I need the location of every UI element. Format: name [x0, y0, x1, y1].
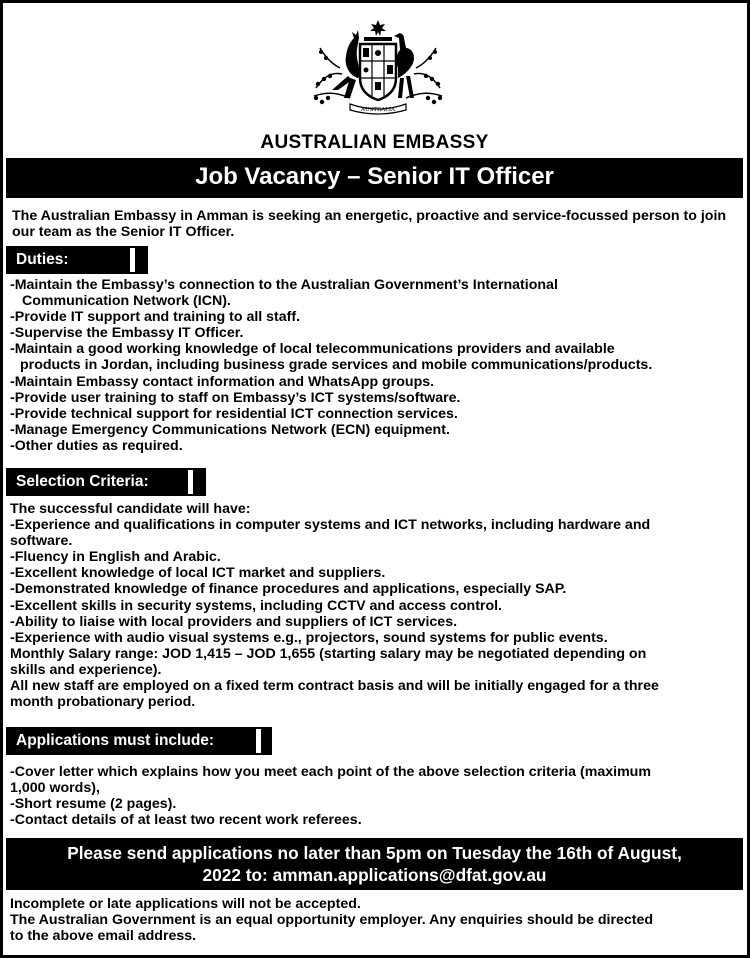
- applications-label-text: Applications must include:: [16, 732, 215, 749]
- intro-text: The Australian Embassy in Amman is seeking an energetic, proactive and service-focussed person to join our team as the Senior IT Officer.: [12, 208, 727, 241]
- duties-list: [10, 277, 740, 454]
- list-item: -Excellent skills in security systems, including CCTV and access control.: [10, 597, 503, 614]
- duties-label-text: Duties:: [16, 251, 69, 268]
- applications-list: [10, 764, 742, 828]
- list-item: products in Jordan, including business grade services and mobile communications/products.: [20, 357, 653, 374]
- list-item: -Provide IT support and training to all staff.: [10, 309, 301, 326]
- selection-label-text: Selection Criteria:: [16, 473, 149, 490]
- selection-box: [6, 498, 743, 724]
- duties-box: [6, 274, 743, 464]
- deadline-banner: [6, 838, 743, 890]
- job-title: Job Vacancy – Senior IT Officer: [6, 158, 743, 198]
- selection-label: [6, 468, 204, 496]
- duties-label: [6, 246, 146, 274]
- footer-box: [6, 893, 743, 951]
- intro-box: [6, 204, 743, 248]
- list-item: -Ability to liaise with local providers and suppliers of ICT services.: [10, 613, 458, 630]
- list-item: -Maintain Embassy contact information and WhatsApp groups.: [10, 373, 435, 390]
- list-item: The Australian Government is an equal opportunity employer. Any enquiries should be directed: [10, 912, 654, 929]
- list-item: -Provide technical support for residential ICT connection services.: [10, 405, 458, 422]
- list-item: -Contact details of at least two recent work referees.: [10, 812, 362, 829]
- selection-list: [10, 501, 742, 710]
- footer-list: [10, 896, 742, 944]
- list-item: -Provide user training to staff on Embassy’s ICT systems/software.: [10, 389, 461, 406]
- list-item: -Fluency in English and Arabic.: [10, 549, 221, 566]
- list-item: Communication Network (ICN).: [22, 293, 231, 310]
- list-item: -Maintain the Embassy’s connection to the Australian Government’s International: [10, 277, 558, 293]
- deadline-line-1: Please send applications no later than 5pm on Tuesday the 16th of August,: [67, 843, 682, 863]
- deadline-line-2: 2022 to: amman.applications@dfat.gov.au: [202, 865, 547, 885]
- list-item: skills and experience).: [10, 661, 162, 678]
- list-item: -Short resume (2 pages).: [10, 796, 177, 813]
- list-item: month probationary period.: [10, 694, 196, 711]
- list-item: -Manage Emergency Communications Network (ECN) equipment.: [10, 421, 450, 438]
- list-item: -Other duties as required.: [10, 437, 183, 454]
- list-item: software.: [10, 533, 73, 550]
- list-item: The successful candidate will have:: [10, 501, 251, 517]
- list-item: -Experience with audio visual systems e.g., projectors, sound systems for public events.: [10, 629, 608, 646]
- list-item: -Excellent knowledge of local ICT market and suppliers.: [10, 565, 386, 582]
- coat-of-arms-icon: [310, 18, 446, 118]
- list-item: -Demonstrated knowledge of finance procedures and applications, especially SAP.: [10, 581, 567, 598]
- applications-label: [6, 727, 270, 755]
- list-item: -Experience and qualifications in computer systems and ICT networks, including hardware and: [10, 517, 651, 534]
- applications-box: [6, 758, 743, 834]
- list-item: -Supervise the Embassy IT Officer.: [10, 325, 244, 342]
- list-item: All new staff are employed on a fixed term contract basis and will be initially engaged for a three: [10, 678, 659, 695]
- list-item: -Cover letter which explains how you meet each point of the above selection criteria (maximum: [10, 764, 651, 780]
- list-item: to the above email address.: [10, 928, 197, 945]
- salary-range: Monthly Salary range: JOD 1,415 – JOD 1,655 (starting salary may be negotiated depending on: [10, 645, 647, 662]
- list-item: Incomplete or late applications will not be accepted.: [10, 896, 361, 912]
- embassy-name: AUSTRALIAN EMBASSY: [260, 132, 489, 153]
- header: [6, 6, 743, 156]
- list-item: -Maintain a good working knowledge of local telecommunications providers and available: [10, 341, 615, 358]
- list-item: 1,000 words),: [10, 780, 100, 797]
- svg-text:AUSTRALIA: AUSTRALIA: [361, 107, 395, 113]
